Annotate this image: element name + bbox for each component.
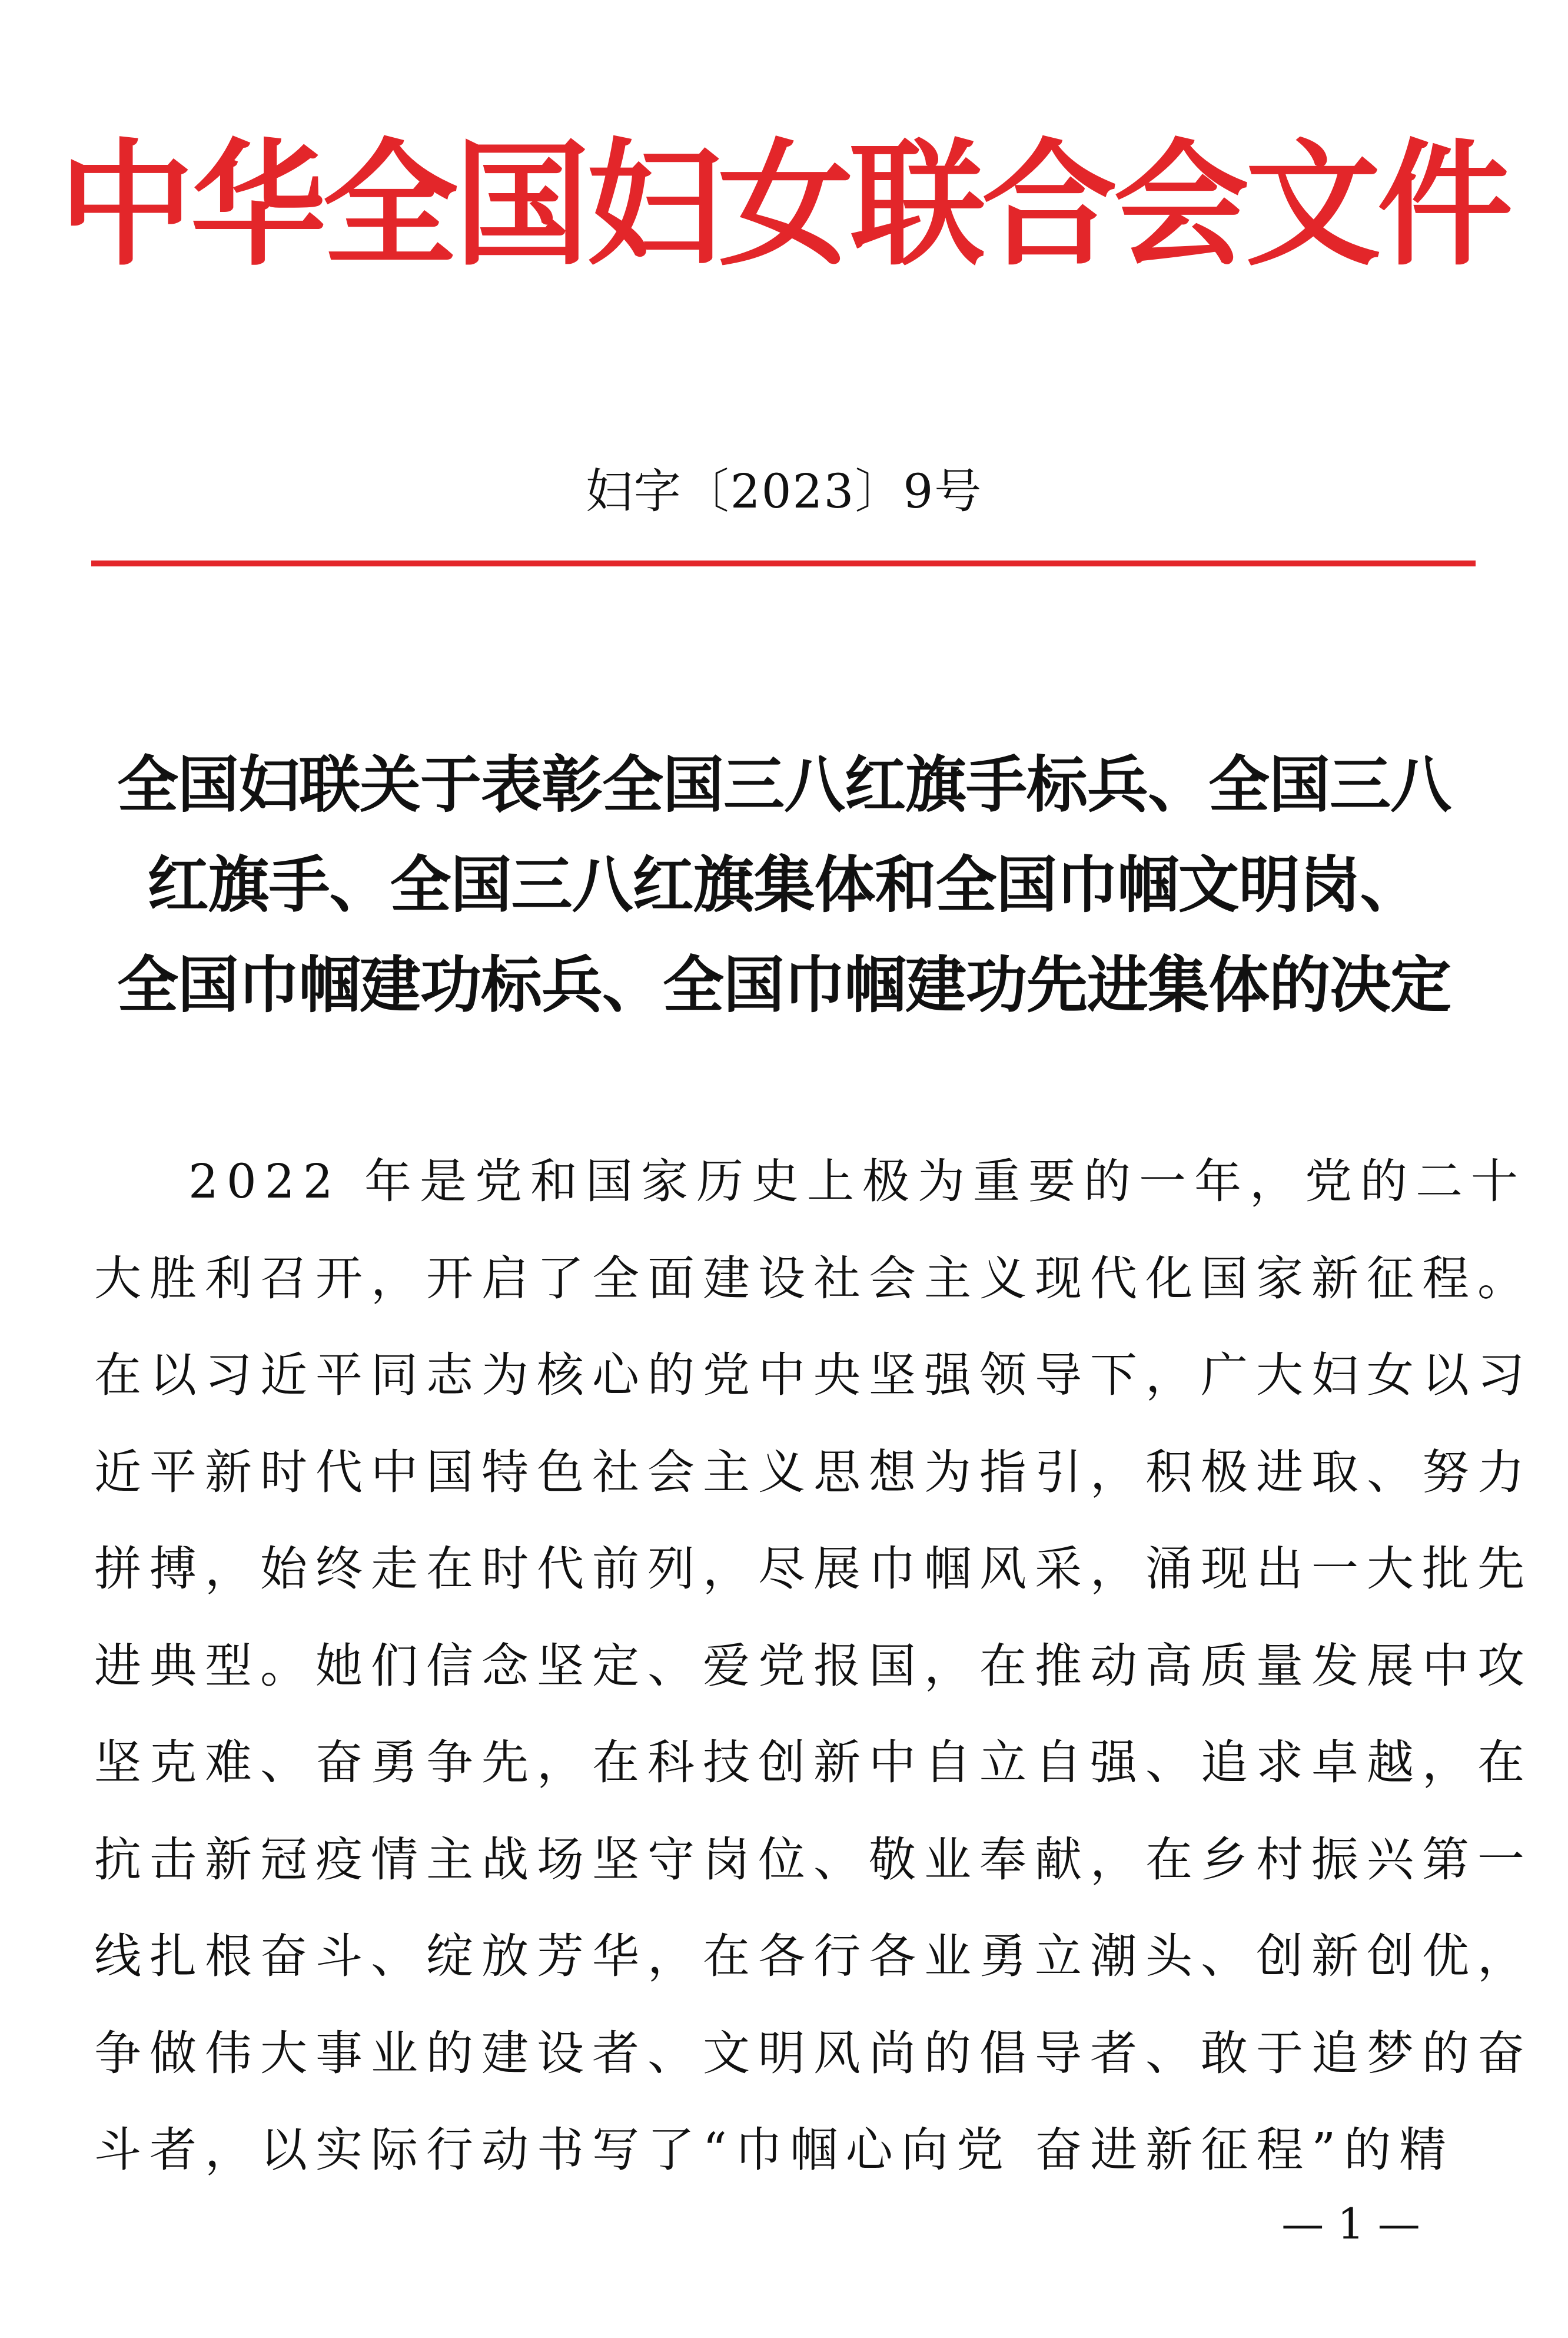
body-line: 抗击新冠疫情主战场坚守岗位、敬业奉献，在乡村振兴第一 [94,1832,1533,1887]
body-line: 争做伟大事业的建设者、文明风尚的倡导者、敢于追梦的奋 [94,2025,1533,2081]
body-line: 大胜利召开，开启了全面建设社会主义现代化国家新征程。 [94,1251,1533,1306]
body-line: 坚克难、奋勇争先，在科技创新中自立自强、追求卓越，在 [94,1735,1533,1790]
page-number: — 1 — [1281,2199,1420,2249]
document-number: 妇字〔2023〕9号 [585,464,983,519]
body-line: 进典型。她们信念坚定、爱党报国，在推动高质量发展中攻 [94,1638,1533,1693]
title-line: 红旗手、全国三八红旗集体和全国巾帼文明岗、 [147,848,1421,921]
body-line: 斗者，以实际行动书写了“巾帼心向党 奋进新征程”的精 [94,2123,1455,2177]
body-line: 线扎根奋斗、绽放芳华，在各行各业勇立潮头、创新创优， [94,1929,1533,1984]
document-title [71,735,1497,1035]
masthead-title: 中华全国妇女联合会文件 [58,127,1509,284]
title-line: 全国巾帼建功标兵、全国巾帼建功先进集体的决定 [117,949,1451,1021]
body-paragraph [94,1133,1533,2199]
body-line: 在以习近平同志为核心的党中央坚强领导下，广大妇女以习 [94,1348,1533,1402]
body-line: 拼搏，始终走在时代前列，尽展巾帼风采，涌现出一大批先 [94,1541,1533,1596]
title-line: 全国妇联关于表彰全国三八红旗手标兵、全国三八 [117,748,1451,821]
body-line: 近平新时代中国特色社会主义思想为指引，积极进取、努力 [94,1444,1533,1500]
red-divider-line [91,561,1476,566]
body-line: 2022 年是党和国家历史上极为重要的一年，党的二十 [188,1154,1527,1209]
